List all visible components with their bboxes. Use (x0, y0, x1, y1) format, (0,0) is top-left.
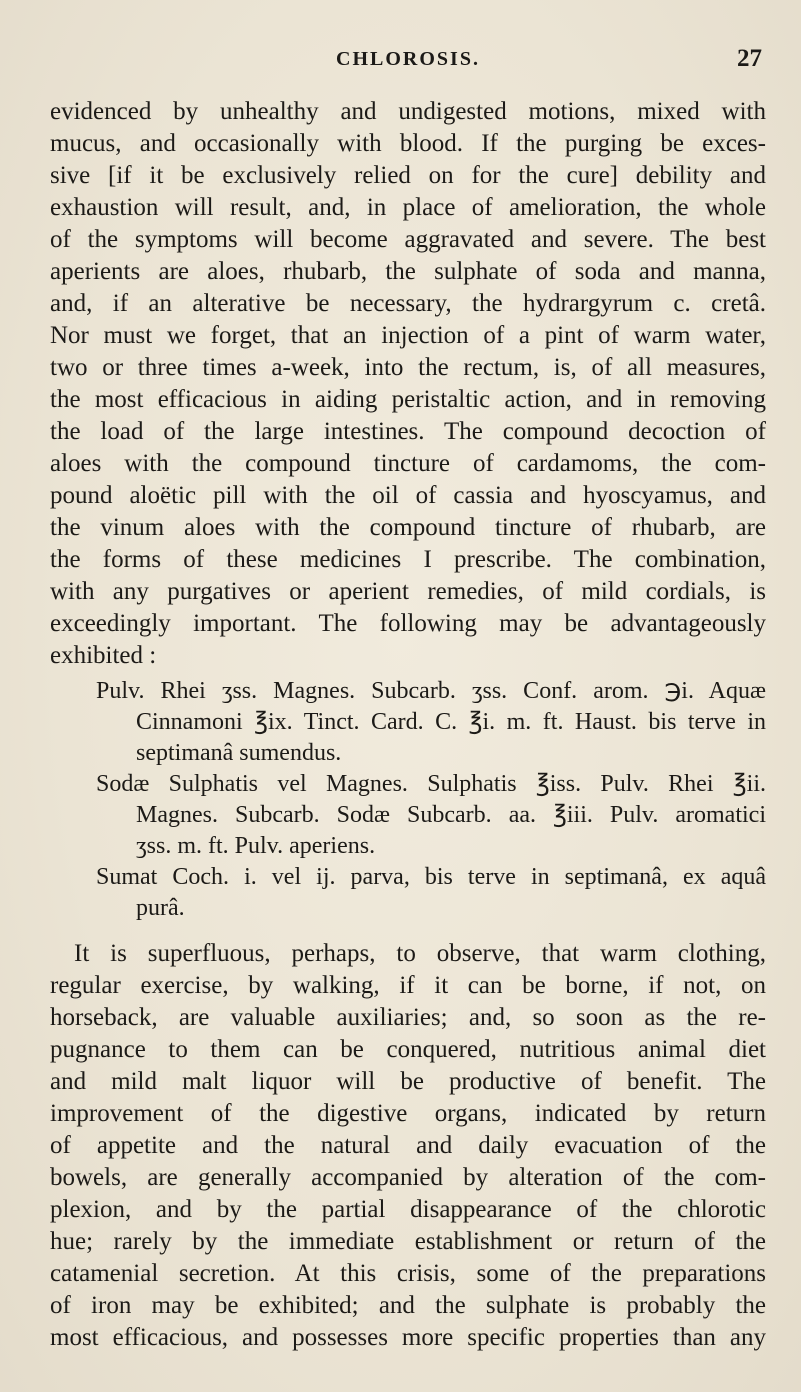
prescription (50, 676, 766, 769)
text-line: plexion, and by the partial disappearance of the chlorotic (50, 1196, 766, 1223)
prescription-line: Sodæ Sulphatis vel Magnes. Sulphatis ℥iss. Pulv. Rhei ℥ii. (96, 771, 766, 797)
text-line: exhibited : (50, 642, 157, 669)
text-line: the forms of these medicines I prescribe. The combination, (50, 546, 766, 573)
text-line: exceedingly important. The following may be advantageously (50, 610, 766, 637)
text-line: regular exercise, by walking, if it can be borne, if not, on (50, 972, 766, 999)
text-line: bowels, are generally accompanied by alteration of the com- (50, 1164, 766, 1191)
text-line: pugnance to them can be conquered, nutritious animal diet (50, 1036, 766, 1063)
text-line: hue; rarely by the immediate establishment or return of the (50, 1228, 766, 1255)
paragraph-gap (50, 924, 766, 938)
prescription-line: purâ. (136, 895, 185, 921)
page-number: 27 (737, 45, 762, 72)
prescription-line: septimanâ sumendus. (136, 740, 342, 766)
text-line: It is superfluous, perhaps, to observe, that warm clothing, (74, 940, 766, 967)
text-line: horseback, are valuable auxiliaries; and, so soon as the re- (50, 1004, 766, 1031)
text-line: of iron may be exhibited; and the sulphate is probably the (50, 1292, 766, 1319)
prescriptions (50, 676, 766, 924)
prescription (50, 769, 766, 862)
text-line: the most efficacious in aiding peristaltic action, and in removing (50, 386, 766, 413)
text-line: improvement of the digestive organs, indicated by return (50, 1100, 766, 1127)
text-line: with any purgatives or aperient remedies, of mild cordials, is (50, 578, 766, 605)
text-line: aloes with the compound tincture of cardamoms, the com- (50, 450, 766, 477)
text-line: the load of the large intestines. The compound decoction of (50, 418, 766, 445)
running-head (50, 44, 766, 74)
paragraph-1 (50, 96, 766, 672)
text-line: evidenced by unhealthy and undigested motions, mixed with (50, 98, 766, 125)
body-text (50, 96, 766, 1354)
prescription-line: Pulv. Rhei ʒss. Magnes. Subcarb. ʒss. Conf. arom. ℈i. Aquæ (96, 678, 766, 704)
prescription-line: ʒss. m. ft. Pulv. aperiens. (136, 833, 376, 859)
text-line: of the symptoms will become aggravated and severe. The best (50, 226, 766, 253)
paragraph-2 (50, 938, 766, 1354)
text-line: Nor must we forget, that an injection of a pint of warm water, (50, 322, 766, 349)
text-line: most efficacious, and possesses more specific properties than any (50, 1324, 766, 1351)
text-line: pound aloëtic pill with the oil of cassia and hyoscyamus, and (50, 482, 766, 509)
text-line: the vinum aloes with the compound tincture of rhubarb, are (50, 514, 766, 541)
text-line: catamenial secretion. At this crisis, some of the preparations (50, 1260, 766, 1287)
prescription (50, 862, 766, 924)
text-line: two or three times a-week, into the rectum, is, of all measures, (50, 354, 766, 381)
text-line: mucus, and occasionally with blood. If the purging be exces- (50, 130, 766, 157)
text-line: and, if an alterative be necessary, the hydrargyrum c. cretâ. (50, 290, 766, 317)
text-line: exhaustion will result, and, in place of amelioration, the whole (50, 194, 766, 221)
prescription-line: Cinnamoni ℥ix. Tinct. Card. C. ℥i. m. ft. Haust. bis terve in (136, 709, 766, 735)
prescription-line: Magnes. Subcarb. Sodæ Subcarb. aa. ℥iii. Pulv. aromatici (136, 802, 766, 828)
running-title: CHLOROSIS. (336, 48, 480, 70)
text-line: aperients are aloes, rhubarb, the sulphate of soda and manna, (50, 258, 766, 285)
prescription-line: Sumat Coch. i. vel ij. parva, bis terve in septimanâ, ex aquâ (96, 864, 766, 890)
text-line: and mild malt liquor will be productive of benefit. The (50, 1068, 766, 1095)
text-line: sive [if it be exclusively relied on for the cure] debility and (50, 162, 766, 189)
text-line: of appetite and the natural and daily evacuation of the (50, 1132, 766, 1159)
